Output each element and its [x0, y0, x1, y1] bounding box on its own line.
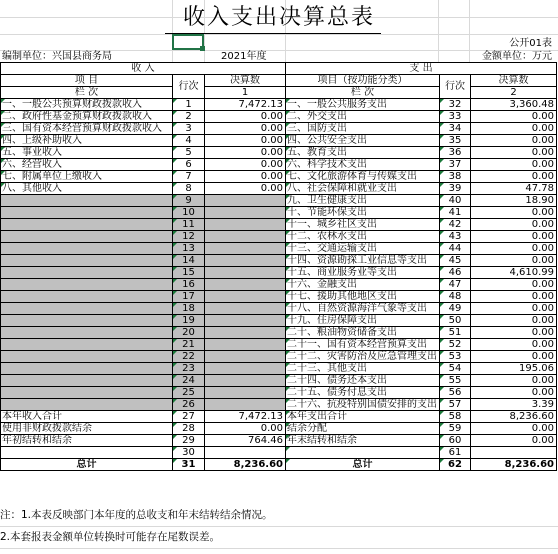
income-seq-cell[interactable]: 20: [173, 327, 205, 339]
income-item-cell[interactable]: [1, 231, 173, 243]
income-seq-cell[interactable]: 24: [173, 375, 205, 387]
income-item-cell[interactable]: 六、经营收入: [1, 159, 173, 171]
expense-seq-cell[interactable]: 44: [440, 243, 471, 255]
expense-seq-cell[interactable]: 35: [440, 135, 471, 147]
expense-value-cell[interactable]: 0.00: [471, 171, 557, 183]
table-row: [1, 411, 557, 423]
income-value-cell[interactable]: [205, 255, 286, 267]
seq-header: 行次: [173, 75, 205, 99]
expense-seq-cell[interactable]: 60: [440, 435, 471, 447]
income-item-cell[interactable]: 八、其他收入: [1, 183, 173, 195]
expense-item-cell[interactable]: 二、外交支出: [286, 111, 440, 123]
expense-value-cell[interactable]: 0.00: [471, 135, 557, 147]
expense-seq-cell[interactable]: 42: [440, 219, 471, 231]
table-row: [1, 291, 557, 303]
income-value-cell[interactable]: 7,472.13: [205, 99, 286, 111]
expense-value-cell[interactable]: 0.00: [471, 147, 557, 159]
expense-value-cell[interactable]: 0.00: [471, 351, 557, 363]
income-item-cell[interactable]: [1, 267, 173, 279]
income-value-cell[interactable]: 0.00: [205, 183, 286, 195]
expense-seq-cell[interactable]: 43: [440, 231, 471, 243]
header-row: [1, 63, 557, 75]
income-value-cell[interactable]: 8,236.60: [205, 459, 286, 471]
income-value-cell[interactable]: [205, 387, 286, 399]
table-row: [1, 207, 557, 219]
income-value-cell[interactable]: [205, 315, 286, 327]
expense-seq-cell[interactable]: 53: [440, 351, 471, 363]
expense-value-cell[interactable]: 0.00: [471, 243, 557, 255]
expense-seq-cell[interactable]: 46: [440, 267, 471, 279]
expense-seq-cell[interactable]: 50: [440, 315, 471, 327]
income-value-cell[interactable]: [205, 351, 286, 363]
expense-value-cell[interactable]: 3,360.48: [471, 99, 557, 111]
income-value-cell[interactable]: 0.00: [205, 111, 286, 123]
expense-seq-cell[interactable]: 39: [440, 183, 471, 195]
expense-value-cell[interactable]: 18.90: [471, 195, 557, 207]
expense-item-cell[interactable]: 十八、自然资源海洋气象等支出: [286, 303, 440, 315]
income-header: 收 入: [1, 63, 286, 75]
table-row: [1, 135, 557, 147]
income-seq-cell[interactable]: 19: [173, 315, 205, 327]
expense-item-cell[interactable]: 十一、城乡社区支出: [286, 219, 440, 231]
budget-header: 决算数: [471, 75, 557, 87]
table-row: [1, 279, 557, 291]
expense-header: 支 出: [286, 63, 557, 75]
table-row: [1, 423, 557, 435]
table-row: [1, 183, 557, 195]
expense-seq-cell[interactable]: 54: [440, 363, 471, 375]
expense-item-cell[interactable]: 二十二、灾害防治及应急管理支出: [286, 351, 440, 363]
income-item-cell[interactable]: [1, 291, 173, 303]
income-item-cell[interactable]: 一、一般公共预算财政拨款收入: [1, 99, 173, 111]
header-row: [1, 75, 557, 87]
income-seq-cell[interactable]: 10: [173, 207, 205, 219]
table-row: [1, 315, 557, 327]
expense-item-cell[interactable]: 二十四、债务还本支出: [286, 375, 440, 387]
income-value-cell[interactable]: [205, 267, 286, 279]
income-item-cell[interactable]: [1, 363, 173, 375]
expense-seq-cell[interactable]: 49: [440, 303, 471, 315]
income-value-cell[interactable]: [205, 279, 286, 291]
expense-seq-cell[interactable]: 51: [440, 327, 471, 339]
income-seq-cell[interactable]: 8: [173, 183, 205, 195]
expense-seq-cell[interactable]: 34: [440, 123, 471, 135]
expense-item-cell[interactable]: 三、国防支出: [286, 123, 440, 135]
income-value-cell[interactable]: [205, 243, 286, 255]
income-item-cell[interactable]: [1, 303, 173, 315]
income-item-cell[interactable]: 总计: [1, 459, 173, 471]
income-value-cell[interactable]: [205, 231, 286, 243]
income-value-cell[interactable]: 0.00: [205, 159, 286, 171]
expense-value-cell[interactable]: 8,236.60: [471, 459, 557, 471]
expense-seq-cell[interactable]: 59: [440, 423, 471, 435]
expense-seq-cell[interactable]: 45: [440, 255, 471, 267]
income-seq-cell[interactable]: 30: [173, 447, 205, 459]
income-item-cell[interactable]: [1, 243, 173, 255]
income-seq-cell[interactable]: 23: [173, 363, 205, 375]
income-seq-cell[interactable]: 18: [173, 303, 205, 315]
expense-seq-cell[interactable]: 37: [440, 159, 471, 171]
income-item-cell[interactable]: 本年收入合计: [1, 411, 173, 423]
table-row: [1, 363, 557, 375]
expense-seq-cell[interactable]: 61: [440, 447, 471, 459]
report-year: 2021年度: [221, 51, 267, 62]
income-item-cell[interactable]: 五、事业收入: [1, 147, 173, 159]
expense-item-cell[interactable]: 十、节能环保支出: [286, 207, 440, 219]
expense-value-cell[interactable]: 0.00: [471, 291, 557, 303]
expense-item-cell[interactable]: 七、文化旅游体育与传媒支出: [286, 171, 440, 183]
expense-item-cell[interactable]: 八、社会保障和就业支出: [286, 183, 440, 195]
column-header: 栏 次: [1, 87, 173, 99]
income-seq-cell[interactable]: 6: [173, 159, 205, 171]
income-value-cell[interactable]: [205, 219, 286, 231]
expense-item-cell[interactable]: 十九、住房保障支出: [286, 315, 440, 327]
form-code: 公开01表: [509, 38, 552, 49]
income-value-cell[interactable]: 7,472.13: [205, 411, 286, 423]
table-row: [1, 351, 557, 363]
income-value-cell[interactable]: [205, 339, 286, 351]
expense-seq-cell[interactable]: 32: [440, 99, 471, 111]
income-item-cell[interactable]: 使用非财政拨款结余: [1, 423, 173, 435]
income-seq-cell[interactable]: 25: [173, 387, 205, 399]
table-row: [1, 267, 557, 279]
expense-item-cell[interactable]: 结余分配: [286, 423, 440, 435]
expense-item-cell[interactable]: 二十、粮油物资储备支出: [286, 327, 440, 339]
income-value-cell[interactable]: 0.00: [205, 147, 286, 159]
expense-value-cell[interactable]: 0.00: [471, 219, 557, 231]
expense-value-cell[interactable]: 0.00: [471, 303, 557, 315]
income-value-cell[interactable]: [205, 327, 286, 339]
expense-seq-cell[interactable]: 47: [440, 279, 471, 291]
expense-item-cell[interactable]: 十六、金融支出: [286, 279, 440, 291]
item-func-header: 项目（按功能分类）: [286, 75, 440, 87]
expense-item-cell[interactable]: 四、公共安全支出: [286, 135, 440, 147]
income-seq-cell[interactable]: 14: [173, 255, 205, 267]
income-value-cell[interactable]: 0.00: [205, 423, 286, 435]
expense-value-cell[interactable]: 0.00: [471, 327, 557, 339]
table-row: [1, 435, 557, 447]
income-item-cell[interactable]: [1, 339, 173, 351]
income-value-cell[interactable]: [205, 375, 286, 387]
table-row: [1, 99, 557, 111]
table-row: [1, 159, 557, 171]
income-value-cell[interactable]: [205, 195, 286, 207]
income-seq-cell[interactable]: 27: [173, 411, 205, 423]
header-row: [1, 87, 557, 99]
total-row: [1, 459, 557, 471]
income-seq-cell[interactable]: 12: [173, 231, 205, 243]
table-row: [1, 327, 557, 339]
expense-item-cell[interactable]: 一、一般公共服务支出: [286, 99, 440, 111]
income-item-cell[interactable]: [1, 387, 173, 399]
gridline: [0, 34, 558, 35]
expense-item-cell[interactable]: 九、卫生健康支出: [286, 195, 440, 207]
income-seq-cell[interactable]: 1: [173, 99, 205, 111]
expense-seq-cell[interactable]: 41: [440, 207, 471, 219]
fill-handle[interactable]: [200, 46, 205, 51]
expense-item-cell[interactable]: [286, 447, 440, 459]
table-row: [1, 147, 557, 159]
income-item-cell[interactable]: [1, 375, 173, 387]
table-row: [1, 339, 557, 351]
report-table: [0, 62, 557, 471]
expense-value-cell[interactable]: 195.06: [471, 363, 557, 375]
expense-item-cell[interactable]: 十三、交通运输支出: [286, 243, 440, 255]
footnotes: [0, 504, 558, 548]
income-value-cell[interactable]: 0.00: [205, 171, 286, 183]
expense-value-cell[interactable]: 0.00: [471, 375, 557, 387]
expense-seq-cell[interactable]: 36: [440, 147, 471, 159]
table-row: [1, 123, 557, 135]
expense-item-cell[interactable]: 十五、商业服务业等支出: [286, 267, 440, 279]
expense-item-cell[interactable]: 二十一、国有资本经营预算支出: [286, 339, 440, 351]
income-item-cell[interactable]: [1, 315, 173, 327]
table-row: [1, 447, 557, 459]
gridline: [0, 548, 558, 549]
expense-value-cell[interactable]: 0.00: [471, 111, 557, 123]
income-seq-cell[interactable]: 16: [173, 279, 205, 291]
expense-seq-cell[interactable]: 40: [440, 195, 471, 207]
income-seq-cell[interactable]: 7: [173, 171, 205, 183]
expense-value-cell[interactable]: 0.00: [471, 207, 557, 219]
income-item-cell[interactable]: 四、上级补助收入: [1, 135, 173, 147]
expense-item-cell[interactable]: 二十六、抗疫特别国债安排的支出: [286, 399, 440, 411]
expense-value-cell[interactable]: [471, 447, 557, 459]
income-seq-cell[interactable]: 21: [173, 339, 205, 351]
table-row: [1, 387, 557, 399]
expense-value-cell[interactable]: 8,236.60: [471, 411, 557, 423]
income-item-cell[interactable]: 七、附属单位上缴收入: [1, 171, 173, 183]
income-value-cell[interactable]: [205, 399, 286, 411]
income-item-cell[interactable]: [1, 207, 173, 219]
income-item-cell[interactable]: 三、国有资本经营预算财政拨款收入: [1, 123, 173, 135]
item-header: 项 目: [1, 75, 173, 87]
income-item-cell[interactable]: [1, 195, 173, 207]
table-row: [1, 243, 557, 255]
income-seq-cell[interactable]: 5: [173, 147, 205, 159]
expense-item-cell[interactable]: 年末结转和结余: [286, 435, 440, 447]
expense-value-cell[interactable]: 0.00: [471, 423, 557, 435]
expense-seq-cell[interactable]: 55: [440, 375, 471, 387]
expense-item-cell[interactable]: 总计: [286, 459, 440, 471]
expense-item-cell[interactable]: 本年支出合计: [286, 411, 440, 423]
income-value-cell[interactable]: 0.00: [205, 123, 286, 135]
expense-item-cell[interactable]: 十七、援助其他地区支出: [286, 291, 440, 303]
income-seq-cell[interactable]: 2: [173, 111, 205, 123]
expense-seq-cell[interactable]: 56: [440, 387, 471, 399]
expense-item-cell[interactable]: 五、教育支出: [286, 147, 440, 159]
column-header: 栏 次: [286, 87, 440, 99]
expense-seq-cell[interactable]: 33: [440, 111, 471, 123]
income-item-cell[interactable]: [1, 351, 173, 363]
table-row: [1, 255, 557, 267]
unit-label: 编制单位：兴国县商务局: [2, 51, 112, 62]
income-item-cell[interactable]: 年初结转和结余: [1, 435, 173, 447]
income-seq-cell[interactable]: 15: [173, 267, 205, 279]
expense-seq-cell[interactable]: 58: [440, 411, 471, 423]
income-seq-cell[interactable]: 3: [173, 123, 205, 135]
expense-value-cell[interactable]: 4,610.99: [471, 267, 557, 279]
income-item-cell[interactable]: [1, 327, 173, 339]
income-seq-cell[interactable]: 28: [173, 423, 205, 435]
footnote: 注：1.本表反映部门本年度的总收支和年末结转结余情况。: [0, 509, 273, 521]
table-row: [1, 195, 557, 207]
expense-seq-cell[interactable]: 62: [440, 459, 471, 471]
currency-unit: 金额单位：万元: [482, 51, 552, 62]
income-seq-cell[interactable]: 4: [173, 135, 205, 147]
table-row: [1, 399, 557, 411]
income-value-cell[interactable]: [205, 303, 286, 315]
expense-value-cell[interactable]: 47.78: [471, 183, 557, 195]
expense-value-cell[interactable]: 0.00: [471, 159, 557, 171]
table-row: [1, 375, 557, 387]
seq-header: 行次: [440, 75, 471, 99]
income-item-cell[interactable]: [1, 399, 173, 411]
income-item-cell[interactable]: [1, 219, 173, 231]
income-value-cell[interactable]: [205, 207, 286, 219]
expense-seq-cell[interactable]: 38: [440, 171, 471, 183]
expense-value-cell[interactable]: 0.00: [471, 387, 557, 399]
expense-value-cell[interactable]: 3.39: [471, 399, 557, 411]
income-seq-cell[interactable]: 29: [173, 435, 205, 447]
income-seq-cell[interactable]: 17: [173, 291, 205, 303]
expense-value-cell[interactable]: 0.00: [471, 255, 557, 267]
income-value-cell[interactable]: 764.46: [205, 435, 286, 447]
expense-item-cell[interactable]: 二十五、债务付息支出: [286, 387, 440, 399]
expense-seq-cell[interactable]: 57: [440, 399, 471, 411]
column-number: 1: [205, 87, 286, 99]
expense-item-cell[interactable]: 十四、资源勘探工业信息等支出: [286, 255, 440, 267]
expense-item-cell[interactable]: 二十三、其他支出: [286, 363, 440, 375]
report-title: 收入支出决算总表: [182, 5, 375, 30]
expense-value-cell[interactable]: 0.00: [471, 231, 557, 243]
expense-seq-cell[interactable]: 52: [440, 339, 471, 351]
income-seq-cell[interactable]: 13: [173, 243, 205, 255]
income-seq-cell[interactable]: 31: [173, 459, 205, 471]
table-row: [1, 171, 557, 183]
income-value-cell[interactable]: [205, 363, 286, 375]
expense-value-cell[interactable]: 0.00: [471, 279, 557, 291]
income-seq-cell[interactable]: 22: [173, 351, 205, 363]
income-value-cell[interactable]: [205, 447, 286, 459]
table-row: [1, 111, 557, 123]
income-item-cell[interactable]: 二、政府性基金预算财政拨款收入: [1, 111, 173, 123]
expense-value-cell[interactable]: 0.00: [471, 315, 557, 327]
income-value-cell[interactable]: 0.00: [205, 135, 286, 147]
income-seq-cell[interactable]: 26: [173, 399, 205, 411]
expense-value-cell[interactable]: 0.00: [471, 435, 557, 447]
expense-item-cell[interactable]: 十二、农林水支出: [286, 231, 440, 243]
column-number: 2: [471, 87, 557, 99]
table-row: [1, 219, 557, 231]
income-item-cell[interactable]: [1, 255, 173, 267]
income-seq-cell[interactable]: 11: [173, 219, 205, 231]
budget-header: 决算数: [205, 75, 286, 87]
income-seq-cell[interactable]: 9: [173, 195, 205, 207]
expense-value-cell[interactable]: 0.00: [471, 123, 557, 135]
expense-value-cell[interactable]: 0.00: [471, 339, 557, 351]
income-item-cell[interactable]: [1, 447, 173, 459]
expense-seq-cell[interactable]: 48: [440, 291, 471, 303]
income-value-cell[interactable]: [205, 291, 286, 303]
table-row: [1, 231, 557, 243]
footnote: 2.本套报表金额单位转换时可能存在尾数误差。: [0, 531, 221, 543]
income-item-cell[interactable]: [1, 279, 173, 291]
table-row: [1, 303, 557, 315]
expense-item-cell[interactable]: 六、科学技术支出: [286, 159, 440, 171]
